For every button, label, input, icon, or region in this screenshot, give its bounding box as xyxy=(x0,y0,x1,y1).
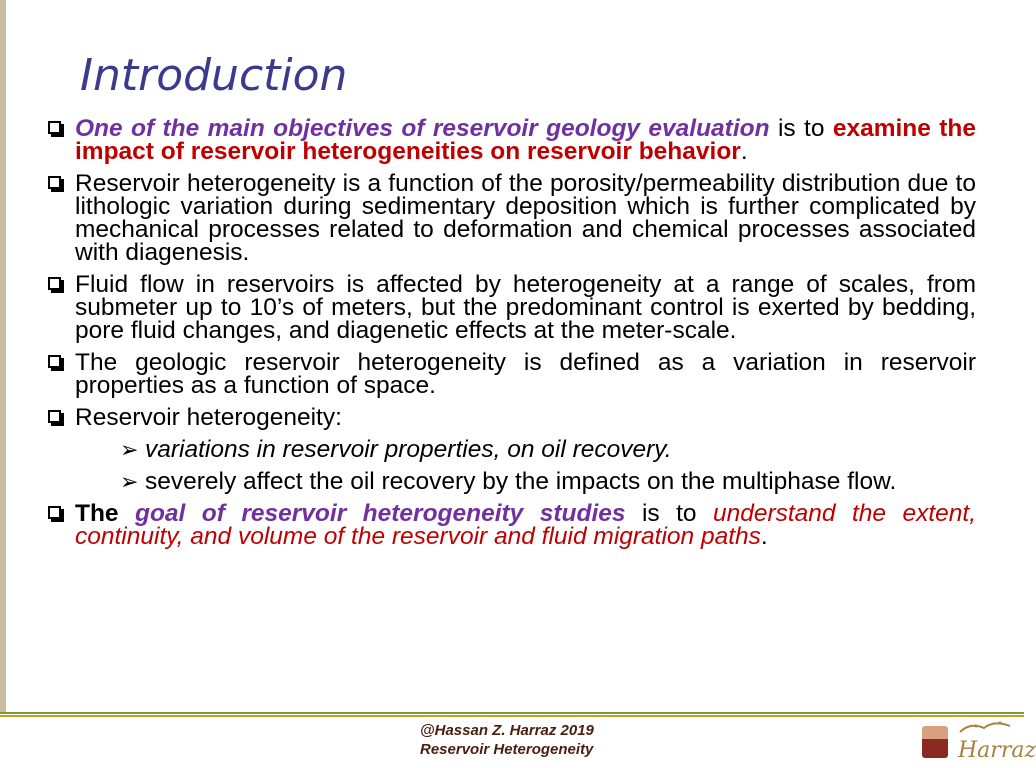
square-bullet-icon xyxy=(48,176,61,189)
slide-title: Introduction xyxy=(80,50,348,101)
sub-bullet-1 xyxy=(48,438,976,461)
sub-bullet-2-text: severely affect the oil recovery by the impacts on the multiphase flow. xyxy=(145,468,897,495)
arrow-bullet-icon: ➢ xyxy=(120,469,139,494)
bullet-5-text: Reservoir heterogeneity: xyxy=(75,404,342,431)
footer-topic: Reservoir Heterogeneity xyxy=(420,741,594,758)
footer-author: @Hassan Z. Harraz 2019 xyxy=(420,722,594,739)
bullet-6-emphasis: goal of reservoir heterogeneity studies xyxy=(135,500,626,527)
logo-text: Harraz xyxy=(958,738,1036,763)
bullet-3-text: Fluid flow in reservoirs is affected by heterogeneity at a range of scales, from submeter up to 10’s of meters, but the predominant control is exerted by bedding, pore fluid changes, and diagenetic effects at the meter-scale. xyxy=(75,271,976,344)
bullet-6-lead: The xyxy=(75,500,135,527)
slide-body xyxy=(48,117,976,557)
bullet-6-text: is to xyxy=(625,500,713,527)
square-bullet-icon xyxy=(48,410,61,423)
author-photo xyxy=(922,726,948,758)
footer-divider-gold xyxy=(0,715,1024,717)
bullet-2 xyxy=(48,172,976,264)
bullet-1 xyxy=(48,117,976,163)
bullet-1-red: examine the impact of reservoir heterogeneities on reservoir behavior xyxy=(75,115,976,165)
bullet-1-period: . xyxy=(740,138,748,165)
left-accent-bar xyxy=(0,0,6,712)
bullet-6-red: understand the extent, continuity, and volume of the reservoir and fluid migration paths xyxy=(75,500,976,550)
square-bullet-icon xyxy=(48,121,61,134)
bullet-6-period: . xyxy=(760,523,768,550)
bullet-1-emphasis: One of the main objectives of reservoir geology evaluation xyxy=(75,115,770,142)
footer-divider-green xyxy=(0,712,1024,714)
bullet-4 xyxy=(48,351,976,397)
bullet-4-text: The geologic reservoir heterogeneity is defined as a variation in reservoir properties as a function of space. xyxy=(75,349,976,399)
square-bullet-icon xyxy=(48,277,61,290)
bullet-3 xyxy=(48,273,976,342)
sub-bullet-2 xyxy=(48,470,976,493)
arrow-bullet-icon: ➢ xyxy=(120,437,139,462)
bullet-6 xyxy=(48,502,976,548)
bullet-2-text: Reservoir heterogeneity is a function of the porosity/permeability distribution due to lithologic variation during sedimentary deposition which is further complicated by mechanical processes related to deformation and chemical processes associated with diagenesis. xyxy=(75,170,976,266)
square-bullet-icon xyxy=(48,355,61,368)
footer-credit xyxy=(420,721,594,759)
sub-bullet-1-text: variations in reservoir properties, on oil recovery. xyxy=(145,436,672,463)
footer xyxy=(0,718,1036,768)
bullet-5 xyxy=(48,406,976,429)
square-bullet-icon xyxy=(48,506,61,519)
bullet-1-text: is to xyxy=(769,115,833,142)
